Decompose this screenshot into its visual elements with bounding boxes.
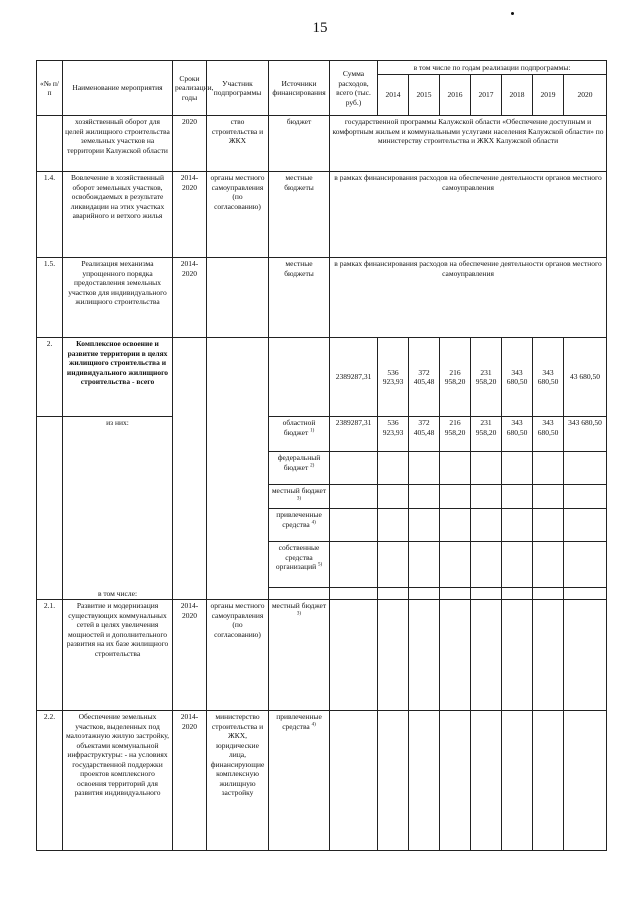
table-row-continuation [37,116,607,172]
cell-year-2015: 372 405,48 [409,417,440,452]
cell-year-2016 [440,509,471,542]
cell-source [269,588,330,600]
header-year-2018: 2018 [502,75,533,116]
cell-name [63,542,173,588]
cell-name: Реализация механизма упрощенного порядка предоставления земельных участков для индивидуального жилищного строительства [63,258,173,338]
cell-year-2017 [471,711,502,851]
cell-period [173,588,207,600]
cell-period: 2014-2020 [173,172,207,258]
cell-participants [207,417,269,452]
cell-participants [207,542,269,588]
table-row-2 [37,338,607,417]
cell-period: 2020 [173,116,207,172]
cell-name: Вовлечение в хозяйственный оборот земельных участков, освобождаемых в результате ликвидации на этих участках аварийного и ветхого жилья [63,172,173,258]
cell-year-2020 [564,711,607,851]
cell-year-2014 [378,600,409,711]
cell-year-2018 [502,452,533,485]
cell-participants: ство строительства и ЖКХ [207,116,269,172]
cell-no [37,485,63,509]
cell-year-2014 [378,485,409,509]
cell-year-2017 [471,588,502,600]
header-sources: Источники финансирования [269,61,330,116]
cell-year-2018 [502,509,533,542]
cell-name: из них: [63,417,173,452]
table-row-1-4 [37,172,607,258]
cell-year-2017 [471,600,502,711]
cell-year-2016 [440,600,471,711]
cell-period [173,485,207,509]
cell-participants: органы местного самоуправления (по согласованию) [207,600,269,711]
cell-no: 2.1. [37,600,63,711]
cell-participants [207,509,269,542]
cell-source [269,711,330,851]
cell-total [330,485,378,509]
cell-year-2020: 43 680,50 [564,338,607,417]
cell-year-2014 [378,588,409,600]
cell-year-2018 [502,542,533,588]
cell-year-2018 [502,600,533,711]
source-label: областной бюджет [282,418,316,437]
cell-year-2019 [533,588,564,600]
header-years-group: в том числе по годам реализации подпрограммы: [378,61,607,75]
cell-name: в том числе: [63,588,173,600]
cell-year-2014: 536 923,93 [378,338,409,417]
header-year-2016: 2016 [440,75,471,116]
cell-period: 2014-2020 [173,258,207,338]
cell-year-2019 [533,509,564,542]
cell-total [330,509,378,542]
cell-period [173,452,207,485]
header-year-2019: 2019 [533,75,564,116]
cell-year-2014 [378,452,409,485]
cell-year-2019 [533,452,564,485]
source-note: 3) [296,496,302,501]
cell-year-2015: 372 405,48 [409,338,440,417]
cell-no [37,588,63,600]
cell-year-2016 [440,588,471,600]
cell-no [37,417,63,452]
cell-year-2015 [409,452,440,485]
header-name: Наименование мероприятия [63,61,173,116]
cell-total: 2389287,31 [330,338,378,417]
subprogram-table [36,60,607,851]
table-row-2-regional [37,417,607,452]
cell-total [330,452,378,485]
cell-no [37,542,63,588]
header-year-2017: 2017 [471,75,502,116]
table-row-2-federal [37,452,607,485]
cell-year-2020: 343 680,50 [564,417,607,452]
cell-year-2016 [440,711,471,851]
cell-year-2016: 216 958,20 [440,417,471,452]
source-note: 5) [317,562,323,568]
cell-year-2020 [564,509,607,542]
page-number: 15 [312,20,328,36]
source-note: 2) [310,463,315,468]
cell-period [173,338,207,417]
cell-year-2020 [564,452,607,485]
cell-total [330,588,378,600]
cell-total [330,542,378,588]
cell-name: хозяйственный оборот для целей жилищного строительства земельных участков на территории Калужской области [63,116,173,172]
cell-year-2019 [533,711,564,851]
cell-source [269,542,330,588]
table-row-2-1 [37,600,607,711]
cell-participants [207,588,269,600]
header-no [37,61,63,116]
cell-year-2017 [471,452,502,485]
cell-year-2015 [409,485,440,509]
cell-span-text: государственной программы Калужской области «Обеспечение доступным и комфортным жильем и коммунальными услугами населения Калужской области» по министерству строительства и ЖКХ Калужской области [330,116,607,172]
cell-year-2020 [564,588,607,600]
cell-year-2015 [409,509,440,542]
cell-span-text: в рамках финансирования расходов на обеспечение деятельности органов местного самоуправления [330,258,607,338]
cell-year-2019: 343 680,50 [533,417,564,452]
cell-participants [207,485,269,509]
cell-year-2014 [378,542,409,588]
cell-source [269,338,330,417]
cell-year-2016 [440,452,471,485]
cell-name: Комплексное освоение и развитие территории в целях жилищного строительства и индивидуального жилищного строительства - всего [63,338,173,417]
source-label: привлеченные средства [276,510,322,529]
cell-year-2014 [378,509,409,542]
cell-year-2015 [409,542,440,588]
ink-dot [511,12,514,15]
table-row-2-2 [37,711,607,851]
source-label: федеральный бюджет [277,453,321,472]
source-note: 1) [310,428,315,433]
cell-name: Развитие и модернизация существующих коммунальных сетей в целях увеличения мощностей и дополнительного развития на их базе жилищного строительства [63,600,173,711]
cell-source: бюджет [269,116,330,172]
cell-period: 2014-2020 [173,711,207,851]
cell-no [37,116,63,172]
header-no-label: № п/п [43,78,59,97]
cell-year-2016 [440,542,471,588]
cell-participants [207,338,269,417]
cell-participants: органы местного самоуправления (по согласованию) [207,172,269,258]
cell-year-2016 [440,485,471,509]
cell-no [37,509,63,542]
cell-name: Обеспечение земельных участков, выделенных под малоэтажную жилую застройку, объектами коммунальной инфраструктуры: - на условиях государственной поддержки проектов комплексного освоения территорий для развития индивидуального [63,711,173,851]
cell-year-2017: 231 958,20 [471,338,502,417]
cell-total [330,711,378,851]
cell-participants [207,258,269,338]
header-year-2015: 2015 [409,75,440,116]
source-label: собственные средства организаций [275,543,320,571]
cell-year-2017 [471,509,502,542]
cell-year-2019 [533,485,564,509]
cell-year-2020 [564,542,607,588]
header-year-2014: 2014 [378,75,409,116]
cell-year-2020 [564,600,607,711]
cell-source [269,485,330,509]
cell-year-2016: 216 958,20 [440,338,471,417]
cell-name [63,509,173,542]
header-period: Сроки реализации, годы [173,61,207,116]
cell-period: 2014-2020 [173,600,207,711]
cell-year-2018: 343 680,50 [502,338,533,417]
cell-no: 2. [37,338,63,417]
table-row-2-attracted [37,509,607,542]
cell-source [269,452,330,485]
table-row-2-local [37,485,607,509]
cell-total [330,600,378,711]
cell-year-2018: 343 680,50 [502,417,533,452]
cell-year-2015 [409,600,440,711]
table-row-including [37,588,607,600]
cell-no: 1.4. [37,172,63,258]
cell-source [269,509,330,542]
cell-year-2017 [471,485,502,509]
table-row-2-own-funds [37,542,607,588]
cell-year-2020 [564,485,607,509]
cell-source [269,417,330,452]
cell-no: 2.2. [37,711,63,851]
cell-participants: министерство строительства и ЖКХ, юридические лица, финансирующие комплексную жилищную застройку [207,711,269,851]
source-label: местный бюджет [271,486,327,495]
table-row-1-5 [37,258,607,338]
cell-year-2014 [378,711,409,851]
source-note: 4) [311,722,316,727]
header-year-2020: 2020 [564,75,607,116]
cell-period [173,417,207,452]
cell-year-2018 [502,588,533,600]
cell-span-text: в рамках финансирования расходов на обеспечение деятельности органов местного самоуправления [330,172,607,258]
source-note: 4) [311,520,316,525]
cell-year-2017: 231 958,20 [471,417,502,452]
header-no-mark: « [40,78,44,88]
cell-source [269,600,330,711]
cell-year-2017 [471,542,502,588]
cell-no: 1.5. [37,258,63,338]
cell-year-2019: 343 680,50 [533,338,564,417]
cell-source: местные бюджеты [269,258,330,338]
cell-no [37,452,63,485]
cell-year-2015 [409,711,440,851]
cell-year-2018 [502,485,533,509]
cell-year-2018 [502,711,533,851]
cell-year-2019 [533,542,564,588]
header-total: Сумма расходов, всего (тыс. руб.) [330,61,378,116]
cell-period [173,509,207,542]
cell-participants [207,452,269,485]
cell-period [173,542,207,588]
source-label: привлеченные средства [276,712,322,731]
cell-year-2019 [533,600,564,711]
cell-year-2015 [409,588,440,600]
cell-source: местные бюджеты [269,172,330,258]
cell-total: 2389287,31 [330,417,378,452]
cell-name [63,485,173,509]
source-note: 3) [296,611,302,616]
cell-year-2014: 536 923,93 [378,417,409,452]
source-label: местный бюджет [271,601,327,610]
header-participants: Участник подпрограммы [207,61,269,116]
cell-name [63,452,173,485]
